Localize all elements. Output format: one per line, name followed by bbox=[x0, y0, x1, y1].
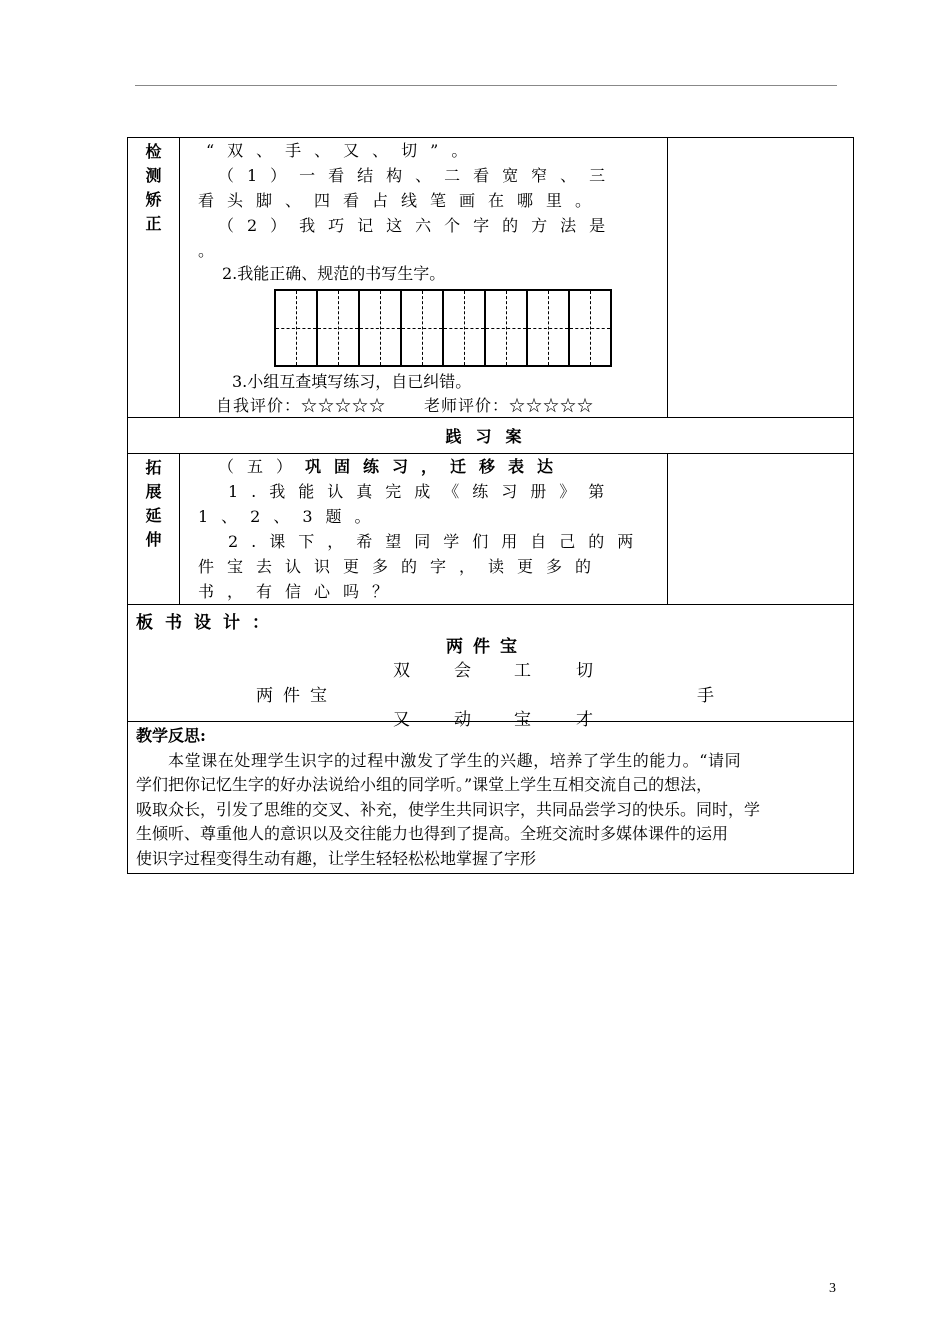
grid-cell bbox=[402, 291, 444, 365]
lesson-table bbox=[127, 137, 854, 874]
check-line-1: “双、手、又、切”。 bbox=[206, 141, 481, 160]
board-char: 切 bbox=[576, 661, 593, 681]
board-char: 又 bbox=[393, 710, 410, 730]
board-char: 宝 bbox=[514, 710, 531, 730]
label-char: 测 bbox=[145, 166, 162, 185]
header-rule bbox=[135, 85, 837, 86]
extend-title-prefix: （五） bbox=[218, 457, 306, 476]
check-row bbox=[128, 138, 854, 418]
grid-cell bbox=[486, 291, 528, 365]
reflection-row bbox=[128, 722, 854, 874]
extend-line-2: 1、2、3题。 bbox=[198, 507, 384, 526]
reflection-label: 教学反思: bbox=[136, 726, 206, 745]
grid-cell bbox=[570, 291, 610, 365]
reflection-line: 吸取众长，引发了思维的交叉、补充，使学生共同识字，共同品尝学习的快乐。同时，学 bbox=[136, 799, 761, 819]
check-item-2: 2.我能正确、规范的书写生字。 bbox=[222, 264, 446, 283]
extend-notes-cell bbox=[668, 454, 854, 605]
label-char: 展 bbox=[145, 482, 162, 501]
check-line-4: （2）我巧记这六个字的方法是 bbox=[218, 216, 619, 235]
extend-title bbox=[198, 454, 659, 479]
check-line-5: 。 bbox=[198, 241, 228, 260]
label-char: 延 bbox=[145, 506, 162, 525]
board-char: 工 bbox=[514, 661, 531, 681]
grid-cell bbox=[276, 291, 318, 365]
board-char: 双 bbox=[393, 661, 410, 681]
grid-cell bbox=[528, 291, 570, 365]
board-title: 两件宝 bbox=[446, 637, 527, 657]
reflection-cell bbox=[128, 722, 854, 874]
board-label: 板书设计： bbox=[136, 613, 281, 633]
practice-heading-row bbox=[128, 418, 854, 454]
reflection-line: 生倾听、尊重他人的意识以及交往能力也得到了提高。全班交流时多媒体课件的运用 bbox=[136, 824, 729, 843]
extend-title-bold: 巩固练习，迁移表达 bbox=[305, 457, 567, 476]
extend-label bbox=[128, 454, 180, 605]
label-char: 伸 bbox=[145, 530, 162, 549]
extend-line-4: 件宝去认识更多的字，读更多的 bbox=[198, 557, 605, 576]
board-char: 才 bbox=[576, 710, 593, 730]
board-right: 手 bbox=[697, 686, 714, 706]
check-content bbox=[180, 138, 668, 418]
grid-cell bbox=[360, 291, 402, 365]
board-char: 会 bbox=[454, 661, 471, 681]
extend-line-1: 1.我能认真完成《练习册》第 bbox=[228, 482, 618, 501]
check-notes-cell bbox=[668, 138, 854, 418]
practice-heading: 践习案 bbox=[128, 418, 854, 454]
check-line-2: （1）一看结构、二看宽窄、三 bbox=[218, 166, 619, 185]
teacher-eval: 老师评价：☆☆☆☆☆ bbox=[424, 396, 595, 415]
board-row bbox=[128, 605, 854, 722]
reflection-line: 使识字过程变得生动有趣，让学生轻轻松松地掌握了字形 bbox=[136, 848, 537, 868]
label-char: 正 bbox=[145, 214, 162, 233]
grid-cell bbox=[318, 291, 360, 365]
label-char: 拓 bbox=[145, 458, 162, 477]
extend-row bbox=[128, 454, 854, 605]
extend-content bbox=[180, 454, 668, 605]
writing-grid bbox=[274, 289, 612, 367]
board-left: 两件宝 bbox=[256, 686, 337, 706]
label-char: 检 bbox=[145, 142, 162, 161]
reflection-line: 学们把你记忆生字的好办法说给小组的同学听。”课堂上学生互相交流自己的想法， bbox=[136, 775, 713, 794]
board-design bbox=[128, 605, 853, 730]
reflection-line: 本堂课在处理学生识字的过程中激发了学生的兴趣，培养了学生的能力。“请同 bbox=[168, 750, 742, 770]
check-label bbox=[128, 138, 180, 418]
check-item-3: 3.小组互查填写练习，自已纠错。 bbox=[232, 372, 472, 391]
grid-cell bbox=[444, 291, 486, 365]
self-eval: 自我评价：☆☆☆☆☆ bbox=[216, 396, 387, 415]
check-line-3: 看头脚、四看占线笔画在哪里。 bbox=[198, 191, 605, 210]
board-cell bbox=[128, 605, 854, 730]
evaluation-line bbox=[198, 395, 659, 417]
extend-line-3: 2.课下，希望同学们用自己的两 bbox=[228, 532, 647, 551]
label-char: 矫 bbox=[145, 190, 162, 209]
page-number: 3 bbox=[829, 1281, 836, 1296]
board-char: 动 bbox=[454, 710, 471, 730]
extend-line-5: 书，有信心吗？ bbox=[198, 582, 402, 601]
